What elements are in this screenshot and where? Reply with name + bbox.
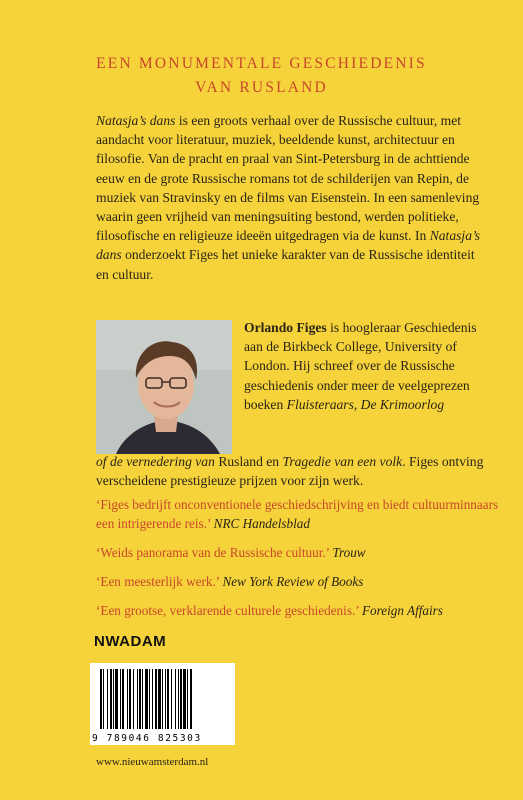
publisher-website: www.nieuwamsterdam.nl (96, 756, 209, 768)
review-quote (96, 601, 506, 620)
bio-tail-text: . Figes ontving verscheidene prestigieuze prijzen voor zijn werk. (96, 454, 484, 489)
quote-text: ‘Weids panorama van de Russische cultuur.’ (96, 545, 330, 560)
quote-source: New York Review of Books (222, 574, 364, 589)
author-bio-text: is hoogleraar Geschiedenis aan de Birkbeck College, University of London. Hij schreef over de Russische geschiedenis onder meer de veelgeprezen boeken (244, 320, 477, 412)
quote-source: NRC Handelsblad (213, 516, 310, 532)
separator: , (353, 396, 361, 412)
book-title-reference: De Krimoorlog (360, 396, 445, 412)
quote-source: Trouw (332, 545, 366, 560)
quote-text: ‘Figes bedrijft onconventionele geschiedschrijving en biedt cultuurminnaars een intrigerende reis.’ (96, 497, 499, 532)
author-bio (244, 318, 494, 414)
quote-source: Foreign Affairs (361, 603, 443, 618)
bio-tail-text: Rusland (218, 454, 263, 469)
book-title-reference: Natasja’s dans (96, 228, 481, 263)
review-quote (96, 543, 506, 562)
headline (0, 52, 523, 100)
headline-line-2: VAN RUSLAND (195, 79, 328, 96)
publisher-logo: NWADAM (94, 633, 167, 650)
isbn-number: 9 789046 825303 (92, 733, 202, 744)
author-name: Orlando Figes (244, 320, 327, 335)
separator: en (262, 454, 283, 469)
author-photo (96, 320, 232, 454)
review-quote (96, 572, 506, 591)
isbn-barcode (90, 663, 235, 745)
quote-text: ‘Een meesterlijk werk.’ (96, 574, 220, 589)
book-title-reference: of de vernedering van (96, 454, 215, 469)
review-quote (96, 495, 506, 533)
description-text: is een groots verhaal over de Russische cultuur, met aandacht voor literatuur, muziek, beeldende kunst, architectuur en filosofie. Van de pracht en praal van Sint-Petersburg in de achttiende eeuw en de grote Russische romans tot de schilderijen van Repin, de muziek van Stravinsky en de films van Eisenstein. In een samenleving waarin geen vrijheid van meningsuiting bestond, werden politieke, filosofische en religieuze ideeën uitgedragen via de kunst. In (96, 113, 480, 244)
headline-line-1: EEN MONUMENTALE GESCHIEDENIS (96, 55, 427, 72)
quote-text: ‘Een grootse, verklarende culturele geschiedenis.’ (96, 603, 359, 618)
book-title-reference: Tragedie van een volk (282, 454, 403, 469)
description-text: onderzoekt Figes het unieke karakter van de Russische identiteit en cultuur. (96, 247, 475, 282)
book-description (96, 111, 488, 284)
barcode-bars (90, 663, 235, 733)
book-title-reference: Fluisteraars (286, 396, 354, 412)
author-bio-continued (96, 452, 496, 490)
book-title-reference: Natasja’s dans (96, 113, 176, 128)
